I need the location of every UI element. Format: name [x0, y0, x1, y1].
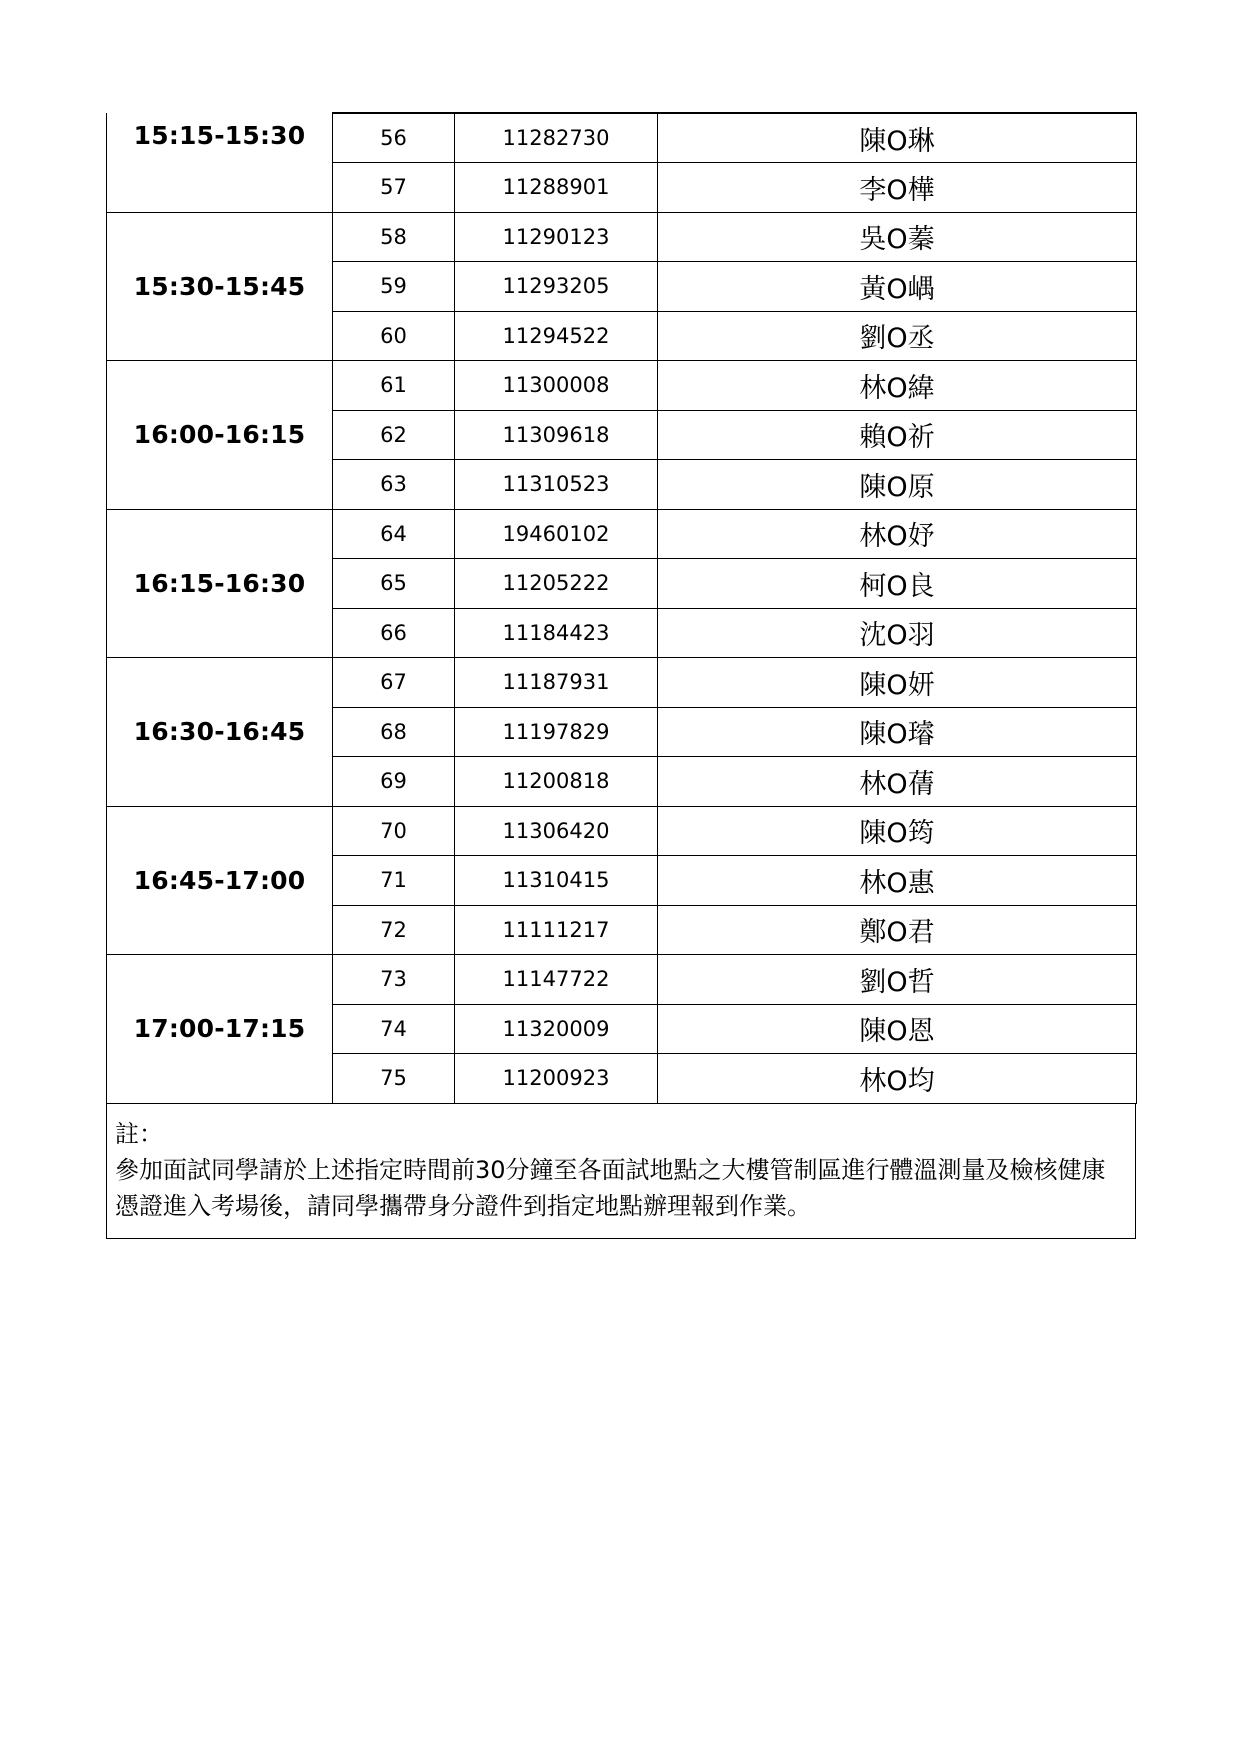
student-id-cell: 11300008 — [455, 361, 658, 411]
student-id-cell: 11288901 — [455, 163, 658, 213]
time-slot-cell: 16:45-17:00 — [107, 806, 333, 955]
student-name-cell: 陳O恩 — [658, 1004, 1137, 1054]
student-name-cell: 陳O璿 — [658, 707, 1137, 757]
notes-title: 註： — [115, 1119, 163, 1148]
sequence-number-cell: 59 — [333, 262, 455, 312]
sequence-number-cell: 57 — [333, 163, 455, 213]
student-id-cell: 11310415 — [455, 856, 658, 906]
sequence-number-cell: 63 — [333, 460, 455, 510]
student-name-cell: 林O均 — [658, 1054, 1137, 1104]
student-id-cell: 11197829 — [455, 707, 658, 757]
student-id-cell: 11282730 — [455, 113, 658, 163]
schedule-table-body — [107, 113, 1137, 1103]
student-id-cell: 19460102 — [455, 509, 658, 559]
student-id-cell: 11293205 — [455, 262, 658, 312]
time-slot-cell: 17:00-17:15 — [107, 955, 333, 1104]
student-id-cell: 11310523 — [455, 460, 658, 510]
student-name-cell: 鄭O君 — [658, 905, 1137, 955]
table-row — [107, 113, 1137, 163]
student-name-cell: 柯O良 — [658, 559, 1137, 609]
student-name-cell: 李O樺 — [658, 163, 1137, 213]
student-id-cell: 11320009 — [455, 1004, 658, 1054]
table-row — [107, 658, 1137, 708]
student-id-cell: 11294522 — [455, 311, 658, 361]
student-name-cell: 林O蒨 — [658, 757, 1137, 807]
time-slot-cell: 16:00-16:15 — [107, 361, 333, 510]
sequence-number-cell: 58 — [333, 212, 455, 262]
sequence-number-cell: 68 — [333, 707, 455, 757]
student-name-cell: 賴O祈 — [658, 410, 1137, 460]
interview-schedule-table — [106, 112, 1137, 1104]
table-row — [107, 955, 1137, 1005]
sequence-number-cell: 72 — [333, 905, 455, 955]
student-name-cell: 黃O嵎 — [658, 262, 1137, 312]
time-slot-cell: 16:30-16:45 — [107, 658, 333, 807]
student-id-cell: 11200818 — [455, 757, 658, 807]
student-id-cell: 11290123 — [455, 212, 658, 262]
student-id-cell: 11306420 — [455, 806, 658, 856]
sequence-number-cell: 74 — [333, 1004, 455, 1054]
student-name-cell: 劉O丞 — [658, 311, 1137, 361]
sequence-number-cell: 62 — [333, 410, 455, 460]
notes-box — [106, 1104, 1136, 1239]
sequence-number-cell: 69 — [333, 757, 455, 807]
student-name-cell: 林O惠 — [658, 856, 1137, 906]
student-id-cell: 11187931 — [455, 658, 658, 708]
student-name-cell: 吳O蓁 — [658, 212, 1137, 262]
student-id-cell: 11205222 — [455, 559, 658, 609]
table-row — [107, 509, 1137, 559]
student-id-cell: 11147722 — [455, 955, 658, 1005]
sequence-number-cell: 67 — [333, 658, 455, 708]
sequence-number-cell: 65 — [333, 559, 455, 609]
student-name-cell: 林O妤 — [658, 509, 1137, 559]
student-name-cell: 陳O筠 — [658, 806, 1137, 856]
schedule-sheet — [106, 112, 1136, 1239]
sequence-number-cell: 60 — [333, 311, 455, 361]
time-slot-cell: 16:15-16:30 — [107, 509, 333, 658]
table-row — [107, 212, 1137, 262]
sequence-number-cell: 75 — [333, 1054, 455, 1104]
time-slot-cell: 15:30-15:45 — [107, 212, 333, 361]
student-name-cell: 陳O原 — [658, 460, 1137, 510]
student-id-cell: 11184423 — [455, 608, 658, 658]
sequence-number-cell: 71 — [333, 856, 455, 906]
notes-body: 參加面試同學請於上述指定時間前30分鐘至各面試地點之大樓管制區進行體溫測量及檢核健康憑證進入考場後，請同學攜帶身分證件到指定地點辦理報到作業。 — [115, 1155, 1106, 1220]
student-name-cell: 陳O妍 — [658, 658, 1137, 708]
student-name-cell: 陳O琳 — [658, 113, 1137, 163]
sequence-number-cell: 73 — [333, 955, 455, 1005]
student-name-cell: 林O緯 — [658, 361, 1137, 411]
sequence-number-cell: 56 — [333, 113, 455, 163]
table-row — [107, 361, 1137, 411]
student-name-cell: 沈O羽 — [658, 608, 1137, 658]
sequence-number-cell: 70 — [333, 806, 455, 856]
student-id-cell: 11200923 — [455, 1054, 658, 1104]
sequence-number-cell: 66 — [333, 608, 455, 658]
student-name-cell: 劉O哲 — [658, 955, 1137, 1005]
time-slot-cell: 15:15-15:30 — [107, 113, 333, 212]
student-id-cell: 11309618 — [455, 410, 658, 460]
sequence-number-cell: 64 — [333, 509, 455, 559]
student-id-cell: 11111217 — [455, 905, 658, 955]
sequence-number-cell: 61 — [333, 361, 455, 411]
table-row — [107, 806, 1137, 856]
